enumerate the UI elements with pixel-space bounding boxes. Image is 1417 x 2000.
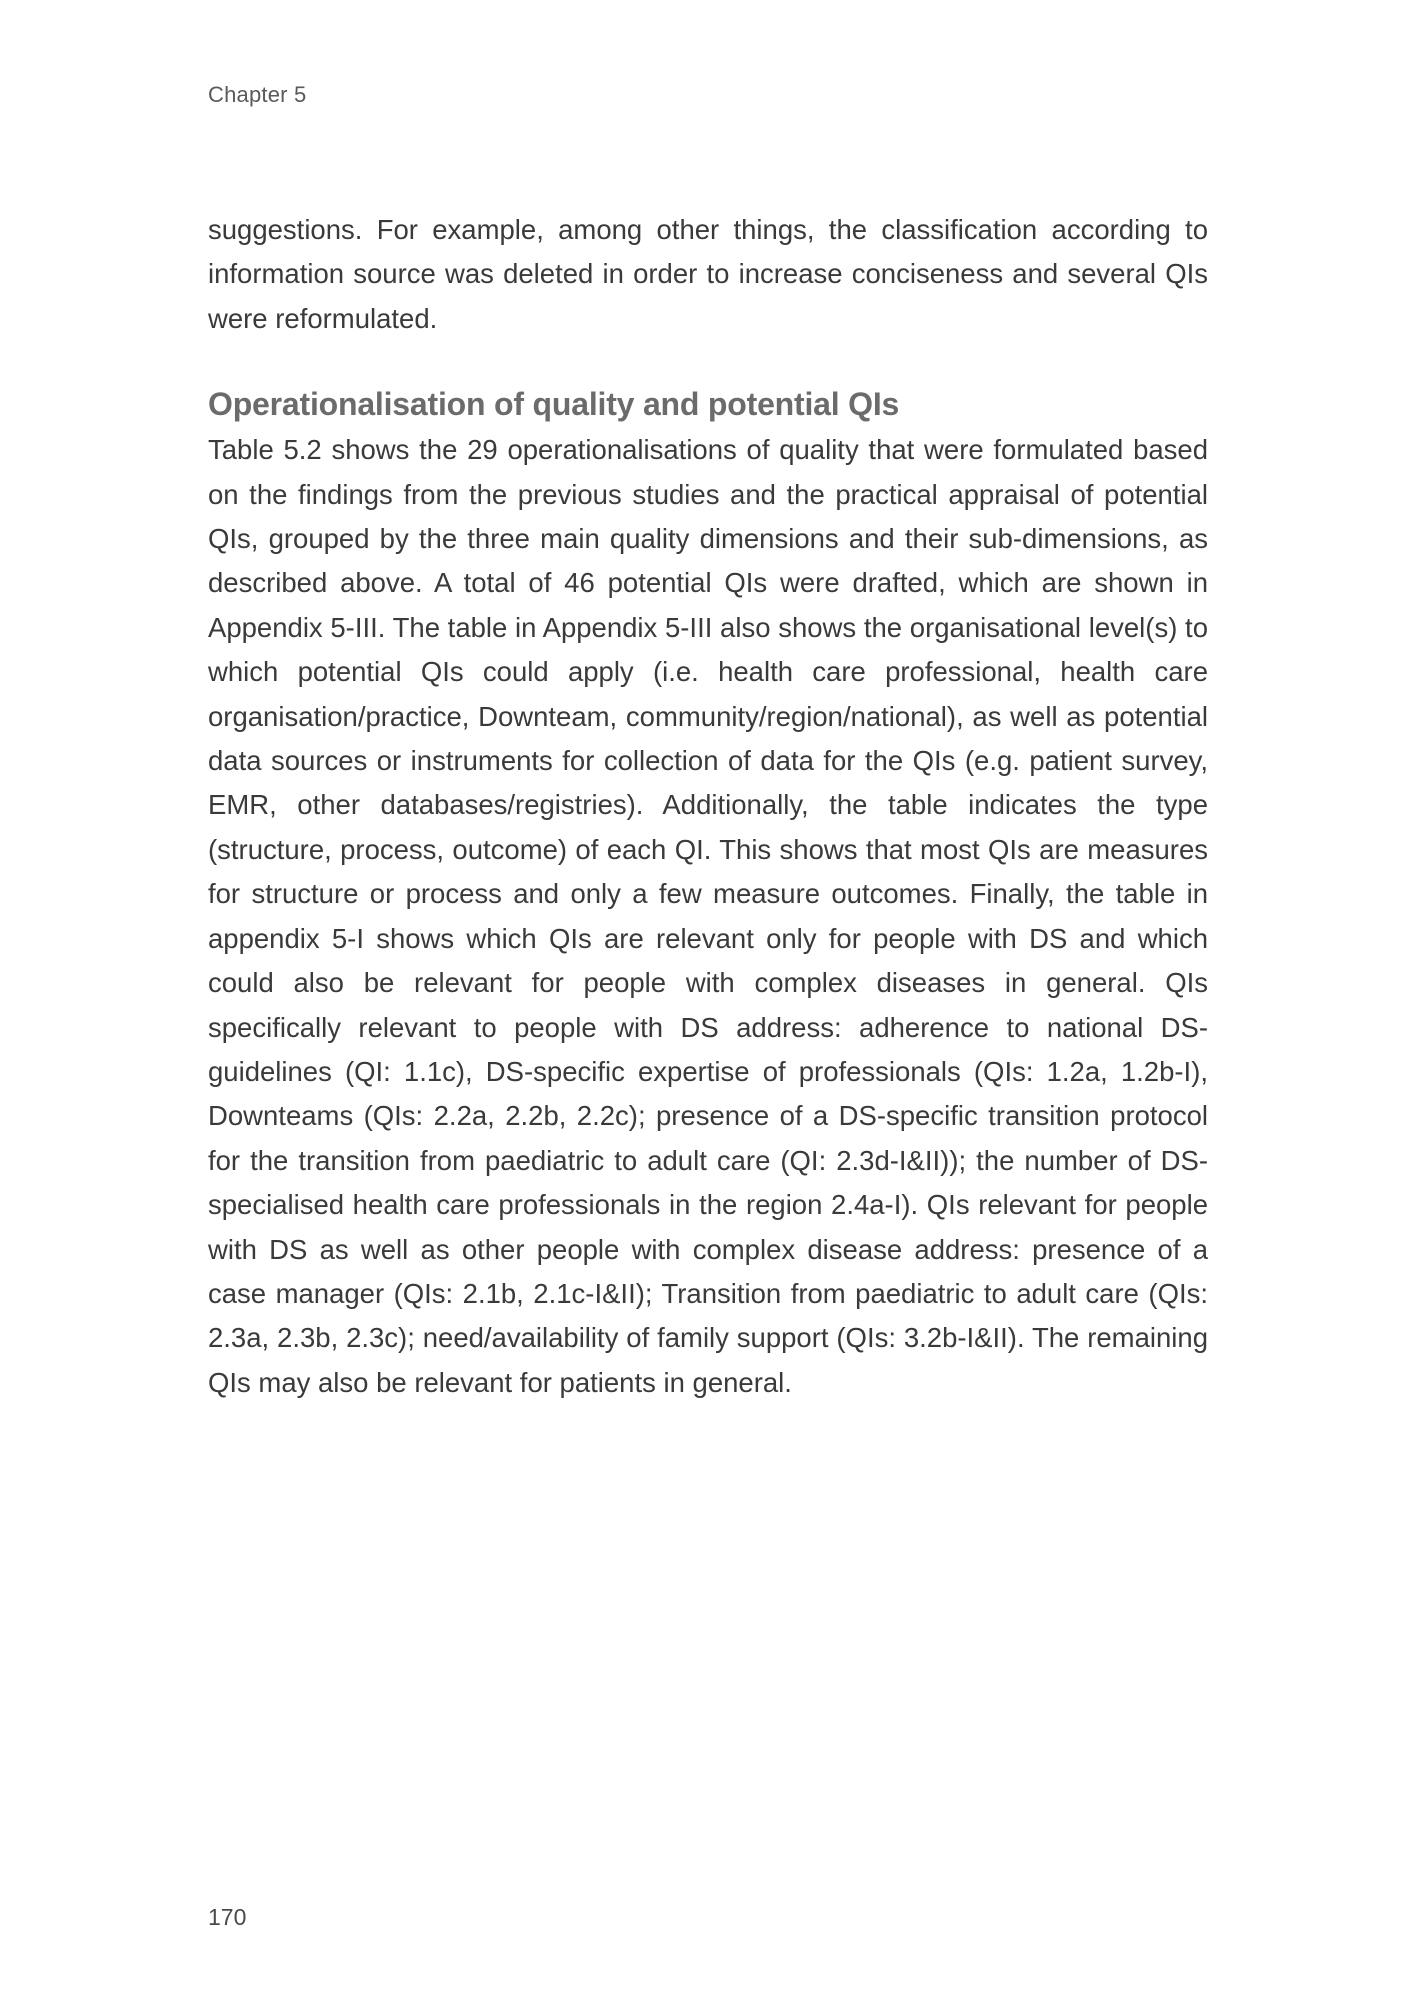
section-body-paragraph: Table 5.2 shows the 29 operationalisations of quality that were formulated based on the findings from the previous studies and the practical appraisal of potential QIs, grouped by the three main quality dimensions and their sub-dimensions, as described above. A total of 46 potential QIs were drafted, which are shown in Appendix 5-III. The table in Appendix 5-III also shows the organisational level(s) to which potential QIs could apply (i.e. health care professional, health care organisation/practice, Downteam, community/region/national), as well as potential data sources or instruments for collection of data for the QIs (e.g. patient survey, EMR, other databases/registries). Additionally, the table indicates the type (structure, process, outcome) of each QI. This shows that most QIs are measures for structure or process and only a few measure outcomes. Finally, the table in appendix 5-I shows which QIs are relevant only for people with DS and which could also be relevant for people with complex diseases in general. QIs specifically relevant to people with DS address: adherence to national DS-guidelines (QI: 1.1c), DS-specific expertise of professionals (QIs: 1.2a, 1.2b-I), Downteams (QIs: 2.2a, 2.2b, 2.2c); presence of a DS-specific transition protocol for the transition from paediatric to adult care (QI: 2.3d-I&II)); the number of DS-specialised health care professionals in the region 2.4a-I). QIs relevant for people with DS as well as other people with complex disease address: presence of a case manager (QIs: 2.1b, 2.1c-I&II); Transition from paediatric to adult care (QIs: 2.3a, 2.3b, 2.3c); need/availability of family support (QIs: 3.2b-I&II). The remaining QIs may also be relevant for patients in general. bbox=[208, 434, 1208, 1398]
page-number: 170 bbox=[208, 1904, 247, 1930]
section-heading: Operationalisation of quality and potential QIs bbox=[208, 386, 900, 423]
running-header: Chapter 5 bbox=[208, 82, 307, 107]
intro-paragraph: suggestions. For example, among other things, the classification according to information source was deleted in order to increase conciseness and several QIs were reformulated. bbox=[208, 214, 1208, 334]
page-content bbox=[208, 208, 1208, 1405]
